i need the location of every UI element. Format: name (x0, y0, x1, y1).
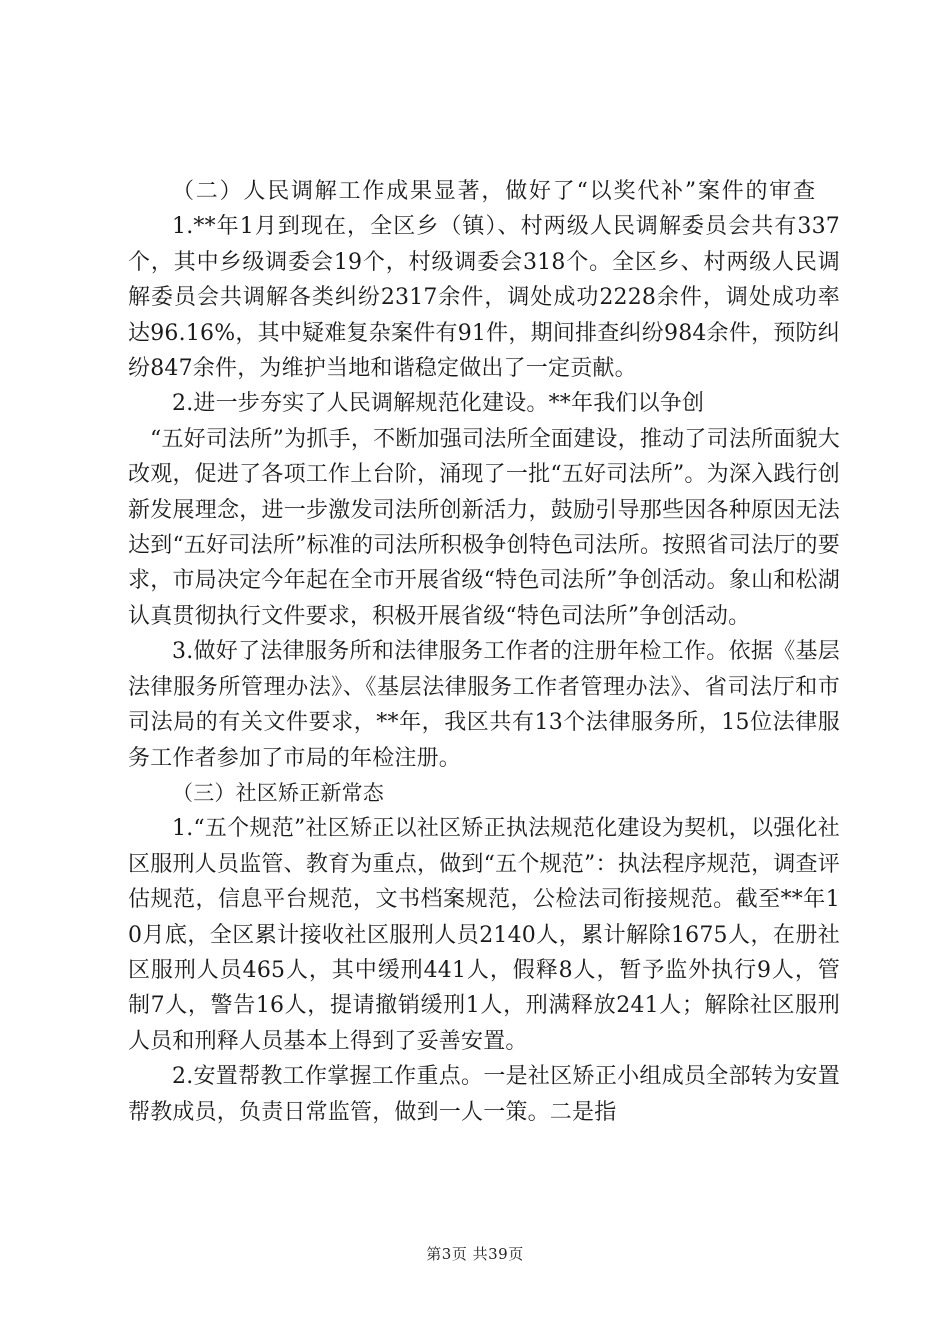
section-heading-2: （二）人民调解工作成果显著，做好了“以奖代补”案件的审查 (172, 179, 817, 204)
document-body (128, 174, 840, 1130)
paragraph-annual-inspection: 3.做好了法律服务所和法律服务工作者的注册年检工作。依据《基层法律服务所管理办法》、《基层法律服务工作者管理办法》、省司法厅和市司法局的有关文件要求，**年，我区共有13个法律服务所，15位法律服务工作者参加了市局的年检注册。 (128, 639, 840, 771)
paragraph-mediation-stats: 1.**年1月到现在，全区乡（镇）、村两级人民调解委员会共有337个，其中乡级调委会19个，村级调委会318个。全区乡、村两级人民调解委员会共调解各类纠纷2317余件，调处成功2228余件，调处成功率达96.16%，其中疑难复杂案件有91件，期间排查纠纷984余件，预防纠纷847余件，为维护当地和谐稳定做出了一定贡献。 (128, 214, 840, 382)
paragraph-standardization: “五好司法所”为抓手，不断加强司法所全面建设，推动了司法所面貌大改观，促进了各项工作上台阶，涌现了一批“五好司法所”。为深入践行创新发展理念，进一步激发司法所创新活力，鼓励引导那些因各种原因无法达到“五好司法所”标准的司法所积极争创特色司法所。按照省司法厅的要求，市局决定今年起在全市开展省级“特色司法所”争创活动。象山和松湖认真贯彻执行文件要求，积极开展省级“特色司法所”争创活动。 (128, 426, 840, 629)
paragraph-resettlement: 2.安置帮教工作掌握工作重点。一是社区矫正小组成员全部转为安置帮教成员，负责日常监管，做到一人一策。二是指 (128, 1064, 840, 1125)
paragraph-community-correction: 1.“五个规范”社区矫正以社区矫正执法规范化建设为契机，以强化社区服刑人员监管、教育为重点，做到“五个规范”：执法程序规范，调查评估规范，信息平台规范，文书档案规范，公检法司衔接规范。截至**年10月底，全区累计接收社区服刑人员2140人，累计解除1675人，在册社区服刑人员465人，其中缓刑441人，假释8人，暂予监外执行9人，管制7人，警告16人，提请撤销缓刑1人，刑满释放241人；解除社区服刑人员和刑释人员基本上得到了妥善安置。 (128, 816, 840, 1054)
page-footer: 第3页 共39页 (426, 1245, 524, 1263)
paragraph-standardization-line1: 2.进一步夯实了人民调解规范化建设。**年我们以争创 (172, 391, 705, 417)
section-heading-3: （三）社区矫正新常态 (172, 780, 384, 805)
